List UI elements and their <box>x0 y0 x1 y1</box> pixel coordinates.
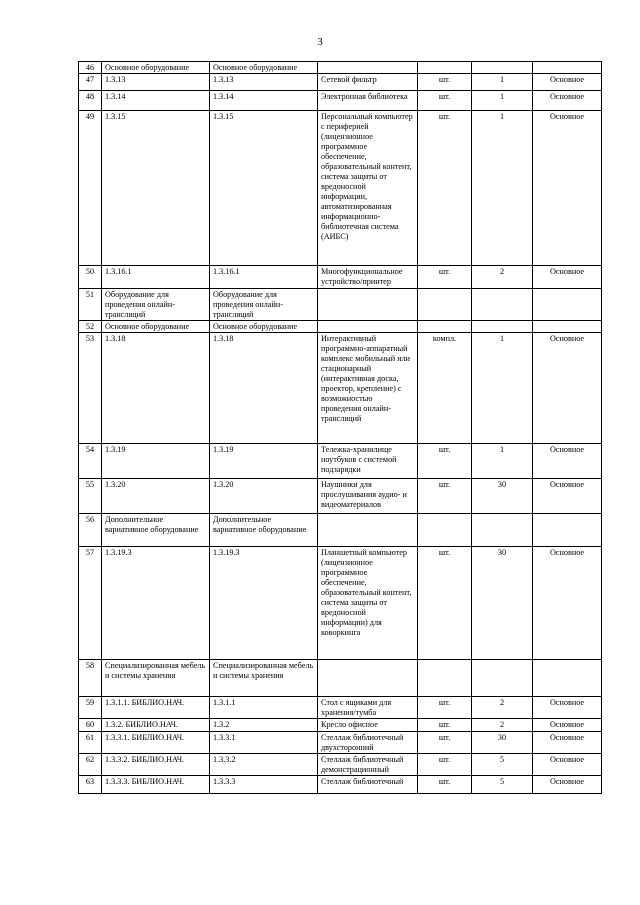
equipment-type-cell: Основное <box>533 697 602 719</box>
equipment-type-cell <box>533 321 602 333</box>
quantity-cell <box>472 321 533 333</box>
ref-code-cell: 1.3.15 <box>210 111 318 266</box>
item-name-cell: Стол с ящиками для хранения/тумба <box>318 697 418 719</box>
equipment-type-cell: Основное <box>533 266 602 289</box>
quantity-cell: 1 <box>472 444 533 479</box>
unit-cell: шт. <box>418 444 472 479</box>
equipment-type-cell: Основное <box>533 111 602 266</box>
row-number-cell: 54 <box>79 444 102 479</box>
item-name-cell: Электронная библиотека <box>318 91 418 111</box>
table-row <box>79 266 602 289</box>
section-code-cell: 1.3.3.1. БИБЛИО.НАЧ. <box>102 732 210 754</box>
row-number-cell: 48 <box>79 91 102 111</box>
unit-cell: шт. <box>418 776 472 794</box>
item-name-cell: Планшетный компьютер (лицензионное программное обеспечение, образовательный контент, система защиты от вредоносной информации) для коворкинга <box>318 547 418 660</box>
page-number: 3 <box>317 36 323 48</box>
equipment-type-cell <box>533 62 602 74</box>
quantity-cell: 2 <box>472 697 533 719</box>
section-code-cell: 1.3.18 <box>102 333 210 444</box>
equipment-type-cell: Основное <box>533 754 602 776</box>
item-name-cell <box>318 62 418 74</box>
table-row <box>79 754 602 776</box>
row-number-cell: 59 <box>79 697 102 719</box>
ref-code-cell: 1.3.19 <box>210 444 318 479</box>
section-code-cell: 1.3.3.2. БИБЛИО.НАЧ. <box>102 754 210 776</box>
ref-code-cell: 1.3.1.1 <box>210 697 318 719</box>
table-row <box>79 776 602 794</box>
row-number-cell: 49 <box>79 111 102 266</box>
quantity-cell <box>472 660 533 697</box>
section-code-cell: 1.3.14 <box>102 91 210 111</box>
table-row <box>79 62 602 74</box>
equipment-type-cell <box>533 289 602 321</box>
unit-cell <box>418 514 472 547</box>
item-name-cell: Стеллаж библиотечный демонстрационный <box>318 754 418 776</box>
ref-code-cell: 1.3.13 <box>210 74 318 91</box>
ref-code-cell: 1.3.19.3 <box>210 547 318 660</box>
ref-code-cell: 1.3.18 <box>210 333 318 444</box>
quantity-cell: 1 <box>472 91 533 111</box>
equipment-type-cell: Основное <box>533 444 602 479</box>
unit-cell: шт. <box>418 754 472 776</box>
table-row <box>79 660 602 697</box>
table-row <box>79 479 602 514</box>
section-code-cell: Дополнительное вариативное оборудование <box>102 514 210 547</box>
table-row <box>79 697 602 719</box>
item-name-cell <box>318 321 418 333</box>
unit-cell: шт. <box>418 111 472 266</box>
ref-code-cell: Основное оборудование <box>210 321 318 333</box>
section-code-cell: 1.3.19.3 <box>102 547 210 660</box>
section-code-cell: 1.3.1.1. БИБЛИО.НАЧ. <box>102 697 210 719</box>
quantity-cell: 5 <box>472 754 533 776</box>
unit-cell: шт. <box>418 479 472 514</box>
quantity-cell: 2 <box>472 266 533 289</box>
quantity-cell: 1 <box>472 111 533 266</box>
quantity-cell: 30 <box>472 479 533 514</box>
item-name-cell: Сетевой фильтр <box>318 74 418 91</box>
row-number-cell: 50 <box>79 266 102 289</box>
table-row <box>79 514 602 547</box>
quantity-cell: 1 <box>472 333 533 444</box>
quantity-cell: 2 <box>472 719 533 732</box>
row-number-cell: 52 <box>79 321 102 333</box>
ref-code-cell: Специализированная мебель и системы хранения <box>210 660 318 697</box>
ref-code-cell: Дополнительное вариативное оборудование <box>210 514 318 547</box>
unit-cell: шт. <box>418 91 472 111</box>
section-code-cell: 1.3.20 <box>102 479 210 514</box>
row-number-cell: 63 <box>79 776 102 794</box>
equipment-type-cell: Основное <box>533 547 602 660</box>
row-number-cell: 58 <box>79 660 102 697</box>
quantity-cell <box>472 289 533 321</box>
equipment-type-cell: Основное <box>533 732 602 754</box>
section-code-cell: 1.3.3.3. БИБЛИО.НАЧ. <box>102 776 210 794</box>
item-name-cell: Многофункциональное устройство/принтер <box>318 266 418 289</box>
equipment-type-cell: Основное <box>533 719 602 732</box>
unit-cell: шт. <box>418 719 472 732</box>
table-row <box>79 732 602 754</box>
item-name-cell: Наушники для прослушивания аудио- и видеоматериалов <box>318 479 418 514</box>
ref-code-cell: Основное оборудование <box>210 62 318 74</box>
section-code-cell: 1.3.16.1 <box>102 266 210 289</box>
unit-cell: шт. <box>418 266 472 289</box>
quantity-cell: 30 <box>472 732 533 754</box>
unit-cell <box>418 62 472 74</box>
item-name-cell: Стеллаж библиотечный <box>318 776 418 794</box>
table-row <box>79 321 602 333</box>
equipment-type-cell <box>533 514 602 547</box>
table-row <box>79 111 602 266</box>
unit-cell: шт. <box>418 697 472 719</box>
row-number-cell: 55 <box>79 479 102 514</box>
unit-cell <box>418 289 472 321</box>
section-code-cell: Специализированная мебель и системы хранения <box>102 660 210 697</box>
row-number-cell: 61 <box>79 732 102 754</box>
table-row <box>79 74 602 91</box>
equipment-type-cell: Основное <box>533 479 602 514</box>
row-number-cell: 60 <box>79 719 102 732</box>
unit-cell: шт. <box>418 732 472 754</box>
section-code-cell: Основное оборудование <box>102 62 210 74</box>
item-name-cell <box>318 514 418 547</box>
quantity-cell: 5 <box>472 776 533 794</box>
item-name-cell <box>318 289 418 321</box>
ref-code-cell: 1.3.2 <box>210 719 318 732</box>
equipment-type-cell: Основное <box>533 333 602 444</box>
ref-code-cell: Оборудование для проведения онлайн-трансляций <box>210 289 318 321</box>
table-row <box>79 444 602 479</box>
row-number-cell: 47 <box>79 74 102 91</box>
row-number-cell: 51 <box>79 289 102 321</box>
row-number-cell: 53 <box>79 333 102 444</box>
quantity-cell: 1 <box>472 74 533 91</box>
ref-code-cell: 1.3.3.1 <box>210 732 318 754</box>
equipment-type-cell: Основное <box>533 74 602 91</box>
quantity-cell <box>472 514 533 547</box>
unit-cell: шт. <box>418 74 472 91</box>
row-number-cell: 62 <box>79 754 102 776</box>
item-name-cell: Интерактивный программно-аппаратный комплекс мобильный или стационарный (интерактивная доска, проектор, крепление) с возможностью проведения онлайн-трансляций <box>318 333 418 444</box>
unit-cell: компл. <box>418 333 472 444</box>
equipment-type-cell: Основное <box>533 776 602 794</box>
quantity-cell <box>472 62 533 74</box>
ref-code-cell: 1.3.14 <box>210 91 318 111</box>
equipment-type-cell <box>533 660 602 697</box>
item-name-cell: Стеллаж библиотечный двухсторонний <box>318 732 418 754</box>
row-number-cell: 56 <box>79 514 102 547</box>
item-name-cell: Кресло офисное <box>318 719 418 732</box>
item-name-cell <box>318 660 418 697</box>
ref-code-cell: 1.3.16.1 <box>210 266 318 289</box>
ref-code-cell: 1.3.3.2 <box>210 754 318 776</box>
table-row <box>79 719 602 732</box>
row-number-cell: 46 <box>79 62 102 74</box>
ref-code-cell: 1.3.3.3 <box>210 776 318 794</box>
section-code-cell: 1.3.19 <box>102 444 210 479</box>
unit-cell <box>418 321 472 333</box>
equipment-table <box>78 61 602 794</box>
row-number-cell: 57 <box>79 547 102 660</box>
section-code-cell: 1.3.13 <box>102 74 210 91</box>
unit-cell: шт. <box>418 547 472 660</box>
table-row <box>79 547 602 660</box>
section-code-cell: Оборудование для проведения онлайн-трансляций <box>102 289 210 321</box>
section-code-cell: 1.3.15 <box>102 111 210 266</box>
section-code-cell: 1.3.2. БИБЛИО.НАЧ. <box>102 719 210 732</box>
table-row <box>79 289 602 321</box>
item-name-cell: Тележка-хранилище ноутбуков с системой подзарядки <box>318 444 418 479</box>
equipment-type-cell: Основное <box>533 91 602 111</box>
item-name-cell: Персональный компьютер с периферией (лицензионное программное обеспечение, образовательный контент, система защиты от вредоносной информации, автоматизированная информационно-библиотечная система (АИБС) <box>318 111 418 266</box>
quantity-cell: 30 <box>472 547 533 660</box>
table-row <box>79 333 602 444</box>
ref-code-cell: 1.3.20 <box>210 479 318 514</box>
section-code-cell: Основное оборудование <box>102 321 210 333</box>
table-row <box>79 91 602 111</box>
unit-cell <box>418 660 472 697</box>
